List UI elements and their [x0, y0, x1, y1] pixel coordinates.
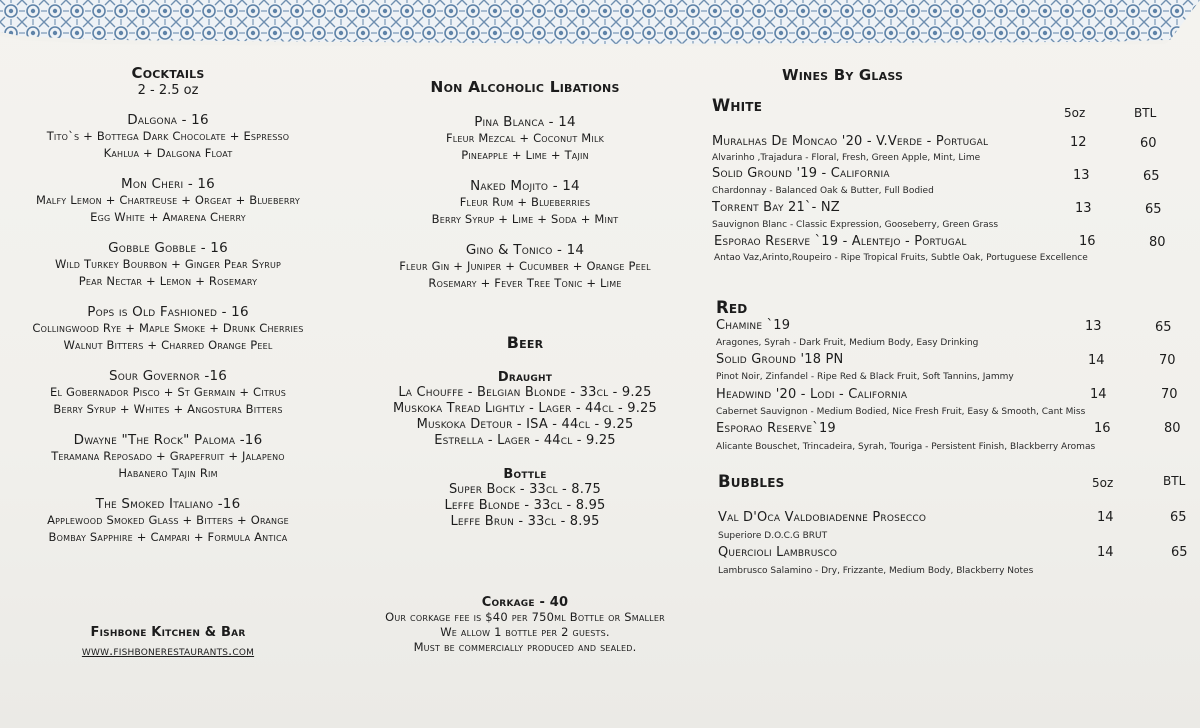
- bubbles-heading: Bubbles: [718, 472, 785, 491]
- cocktails-title: Cocktails: [131, 64, 205, 82]
- wine-description: Cabernet Sauvignon - Medium Bodied, Nice Fresh Fruit, Easy & Smooth, Cant Miss: [716, 407, 1086, 417]
- cocktail-name: Sour Governor -16: [108, 368, 228, 384]
- cocktail-ingredients: El Gobernador Pisco + St Germain + Citrus: [49, 385, 287, 399]
- wine-description: Pinot Noir, Zinfandel - Ripe Red & Black Fruit, Soft Tannins, Jammy: [716, 372, 1014, 382]
- wine-description: Alvarinho ,Trajadura - Floral, Fresh, Green Apple, Mint, Lime: [712, 153, 981, 163]
- cocktail-item: [0, 432, 336, 482]
- cocktail-ingredients: Habanero Tajin Rim: [118, 466, 218, 480]
- wine-name: Esporao Reserve`19: [716, 421, 836, 436]
- draught-title: Draught: [497, 370, 553, 385]
- bottle-header: BTL: [1134, 106, 1157, 120]
- wine-bottle-price: 70: [1159, 353, 1176, 368]
- cocktail-ingredients: Pear Nectar + Lemon + Rosemary: [78, 274, 258, 288]
- wine-description: Sauvignon Blanc - Classic Expression, Gooseberry, Green Grass: [712, 220, 999, 230]
- cocktails-subtitle: 2 - 2.5 oz: [137, 83, 199, 98]
- wine-name: Solid Ground '19 - California: [712, 166, 890, 181]
- cocktail-name: Gobble Gobble - 16: [108, 240, 228, 256]
- wine-glass-price: 14: [1097, 510, 1114, 525]
- draught-beer-item: Estrella - Lager - 44cl - 9.25: [434, 433, 616, 448]
- cocktail-ingredients: Malfy Lemon + Chartreuse + Orgeat + Blueberry: [36, 193, 300, 207]
- libation-name: Naked Mojito - 14: [470, 178, 580, 194]
- cocktail-name: Dalgona - 16: [127, 112, 209, 128]
- red-wine-heading: Red: [716, 298, 748, 317]
- restaurant-footer: [0, 625, 336, 659]
- wine-glass-price: 13: [1085, 319, 1102, 334]
- non-alcoholic-title: Non Alcoholic Libations: [430, 78, 620, 96]
- corkage-title: Corkage - 40: [481, 595, 569, 610]
- bottle-header: BTL: [1163, 474, 1186, 488]
- bottle-beer-item: Super Bock - 33cl - 8.75: [448, 482, 602, 497]
- draught-beer-item: Muskoka Detour - ISA - 44cl - 9.25: [416, 417, 634, 432]
- wine-bottle-price: 70: [1161, 387, 1178, 402]
- cocktail-item: [0, 176, 336, 226]
- cocktail-item: [0, 368, 336, 418]
- restaurant-name: Fishbone Kitchen & Bar: [90, 625, 246, 640]
- wine-name: Solid Ground '18 PN: [716, 352, 844, 367]
- bottle-title: Bottle: [503, 467, 547, 482]
- bottle-beer-item: Leffe Brun - 33cl - 8.95: [450, 514, 600, 529]
- wine-glass-price: 13: [1075, 201, 1092, 216]
- bottle-beer-item: Leffe Blonde - 33cl - 8.95: [444, 498, 606, 513]
- wine-description: Aragones, Syrah - Dark Fruit, Medium Body, Easy Drinking: [716, 338, 979, 348]
- cocktail-item: [0, 304, 336, 354]
- wine-bottle-price: 65: [1143, 169, 1160, 184]
- cocktail-ingredients: Collingwood Rye + Maple Smoke + Drunk Cherries: [32, 321, 304, 335]
- wine-description: Antao Vaz,Arinto,Roupeiro - Ripe Tropical Fruits, Subtle Oak, Portuguese Excellence: [714, 253, 1088, 263]
- libation-item: [355, 114, 695, 164]
- white-wine-heading: White: [712, 96, 763, 115]
- wine-glass-price: 14: [1088, 353, 1105, 368]
- libation-name: Pina Blanca - 14: [474, 114, 576, 130]
- wine-name: Headwind '20 - Lodi - California: [716, 387, 908, 402]
- cocktail-name: Dwayne "The Rock" Paloma -16: [73, 432, 263, 448]
- corkage-section: [345, 595, 705, 655]
- libation-item: [355, 242, 695, 292]
- wine-name: Val D'Oca Valdobiadenne Prosecco: [718, 510, 927, 525]
- cocktail-item: [0, 496, 336, 546]
- wine-glass-price: 14: [1090, 387, 1107, 402]
- wine-description: Superiore D.O.C.G BRUT: [718, 531, 828, 541]
- libation-ingredients: Fleur Mezcal + Coconut Milk: [445, 131, 605, 145]
- beer-section: [355, 333, 695, 530]
- wine-description: Lambrusco Salamino - Dry, Frizzante, Medium Body, Blackberry Notes: [718, 566, 1034, 576]
- cocktail-ingredients: Teramana Reposado + Grapefruit + Jalapeno: [51, 449, 285, 463]
- wine-glass-price: 13: [1073, 168, 1090, 183]
- corkage-line: We allow 1 bottle per 2 guests.: [440, 625, 610, 639]
- wine-bottle-price: 65: [1145, 202, 1162, 217]
- wine-name: Muralhas De Moncao '20 - V.Verde - Portugal: [712, 134, 989, 149]
- libation-ingredients: Pineapple + Lime + Tajin: [461, 148, 589, 162]
- wine-bottle-price: 80: [1149, 235, 1166, 250]
- wine-description: Chardonnay - Balanced Oak & Butter, Full Bodied: [712, 186, 934, 196]
- cocktail-ingredients: Tito`s + Bottega Dark Chocolate + Espresso: [46, 129, 290, 143]
- wine-glass-price: 16: [1094, 421, 1111, 436]
- restaurant-website-link[interactable]: www.fishbonerestaurants.com: [81, 643, 255, 658]
- glass-size-header: 5oz: [1092, 476, 1114, 490]
- cocktail-item: [0, 112, 336, 162]
- libation-ingredients: Berry Syrup + Lime + Soda + Mint: [431, 212, 619, 226]
- corkage-line: Our corkage fee is $40 per 750ml Bottle or Smaller: [385, 610, 665, 624]
- libation-ingredients: Fleur Rum + Blueberries: [459, 195, 591, 209]
- cocktail-ingredients: Bombay Sapphire + Campari + Formula Antica: [48, 530, 288, 544]
- wine-bottle-price: 65: [1171, 545, 1188, 560]
- wine-bottle-price: 65: [1155, 320, 1172, 335]
- wine-bottle-price: 65: [1170, 510, 1187, 525]
- libation-ingredients: Rosemary + Fever Tree Tonic + Lime: [428, 276, 622, 290]
- cocktail-ingredients: Egg White + Amarena Cherry: [90, 210, 246, 224]
- cocktail-ingredients: Wild Turkey Bourbon + Ginger Pear Syrup: [54, 257, 282, 271]
- draught-beer-item: Muskoka Tread Lightly - Lager - 44cl - 9.25: [392, 401, 657, 416]
- wines-title: Wines By Glass: [782, 66, 904, 84]
- wine-name: Esporao Reserve `19 - Alentejo - Portugal: [714, 234, 967, 249]
- cocktail-ingredients: Kahlua + Dalgona Float: [103, 146, 233, 160]
- cocktail-ingredients: Applewood Smoked Glass + Bitters + Orange: [47, 513, 289, 527]
- wine-glass-price: 14: [1097, 545, 1114, 560]
- libation-item: [355, 178, 695, 228]
- wine-name: Torrent Bay 21`- NZ: [712, 200, 840, 215]
- wine-glass-price: 16: [1079, 234, 1096, 249]
- cocktail-ingredients: Walnut Bitters + Charred Orange Peel: [63, 338, 273, 352]
- wine-description: Alicante Bouschet, Trincadeira, Syrah, Touriga - Persistent Finish, Blackberry Aromas: [716, 442, 1096, 452]
- wine-bottle-price: 80: [1164, 421, 1181, 436]
- wine-name: Chamine `19: [716, 318, 791, 333]
- glass-size-header: 5oz: [1064, 106, 1086, 120]
- wine-glass-price: 12: [1070, 135, 1087, 150]
- libation-name: Gino & Tonico - 14: [465, 242, 585, 258]
- libation-ingredients: Fleur Gin + Juniper + Cucumber + Orange Peel: [399, 259, 651, 273]
- cocktail-ingredients: Berry Syrup + Whites + Angostura Bitters: [53, 402, 283, 416]
- wine-bottle-price: 60: [1140, 136, 1157, 151]
- cocktails-section: [0, 64, 336, 546]
- cocktail-name: The Smoked Italiano -16: [95, 496, 241, 512]
- wine-name: Quercioli Lambrusco: [718, 545, 838, 560]
- corkage-line: Must be commercially produced and sealed.: [413, 640, 637, 654]
- cocktail-name: Pops is Old Fashioned - 16: [87, 304, 249, 320]
- non-alcoholic-section: [355, 78, 695, 292]
- beer-title: Beer: [506, 333, 544, 352]
- cocktail-item: [0, 240, 336, 290]
- decorative-border: [0, 0, 1200, 46]
- draught-beer-item: La Chouffe - Belgian Blonde - 33cl - 9.25: [398, 385, 652, 400]
- cocktail-name: Mon Cheri - 16: [121, 176, 215, 192]
